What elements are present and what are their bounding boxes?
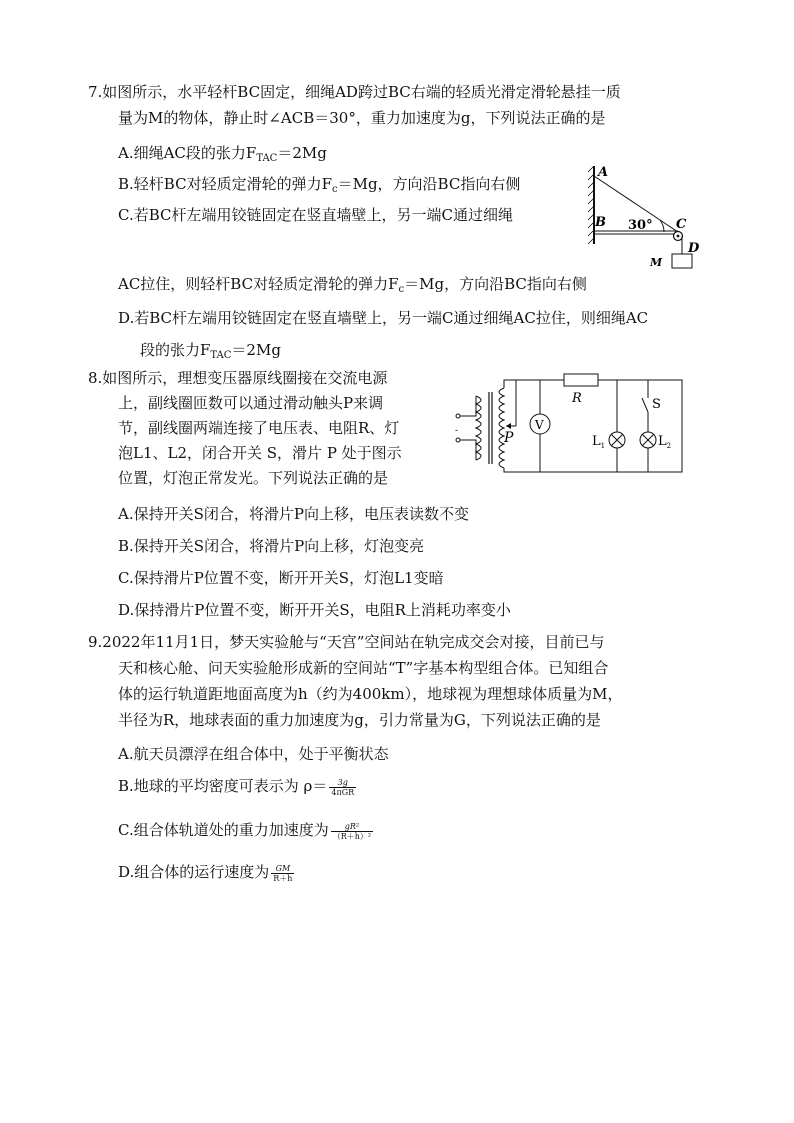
q8-stem-line3: 节，副线圈两端连接了电压表、电阻R、灯 bbox=[118, 419, 400, 437]
q9-stem-line1: 9.2022年11月1日，梦天实验舱与“天宫”空间站在轨完成交会对接，目前已与 bbox=[88, 633, 605, 651]
q8-option-d: D.保持滑片P位置不变，断开开关S，电阻R上消耗功率变小 bbox=[118, 601, 511, 619]
q8-transformer-circuit bbox=[452, 368, 688, 476]
q7-pulley-diagram bbox=[580, 160, 710, 272]
q7-a-sub: TAC bbox=[256, 153, 278, 164]
q9-stem-line4: 半径为R，地球表面的重力加速度为g，引力常量为G，下列说法正确的是 bbox=[118, 711, 601, 729]
q7-d-text: 段的张力F bbox=[140, 341, 211, 359]
q8-label-s: S bbox=[652, 397, 661, 412]
q8-stem-line1: 8.如图所示，理想变压器原线圈接在交流电源 bbox=[88, 369, 388, 387]
q7-stem-line1: 7.如图所示，水平轻杆BC固定，细绳AD跨过BC右端的轻质光滑定滑轮悬挂一质 bbox=[88, 83, 621, 101]
svg-text:-: - bbox=[455, 426, 459, 436]
q9-option-a: A.航天员漂浮在组合体中，处于平衡状态 bbox=[118, 745, 389, 763]
q7-d-text2: ＝2Mg bbox=[231, 341, 281, 359]
q7-b-text2: ＝Mg，方向沿BC指向右侧 bbox=[337, 175, 521, 193]
q8-label-l1: $L_1$ bbox=[592, 434, 606, 450]
q8-label-p: P bbox=[504, 430, 514, 446]
q8-option-a: A.保持开关S闭合，将滑片P向上移，电压表读数不变 bbox=[118, 505, 469, 523]
q7-angle-label: 30° bbox=[628, 218, 653, 233]
q7-c-sub: c bbox=[398, 284, 405, 295]
q7-stem-line2: 量为M的物体，静止时∠ACB＝30°，重力加速度为g，下列说法正确的是 bbox=[118, 109, 606, 127]
q9-d-text: D.组合体的运行速度为 bbox=[118, 863, 270, 881]
q7-label-c: C bbox=[676, 217, 687, 232]
q7-a-text2: ＝2Mg bbox=[277, 144, 327, 162]
q8-stem-line5: 位置，灯泡正常发光。下列说法正确的是 bbox=[118, 469, 389, 487]
q9-option-c bbox=[118, 820, 373, 841]
q7-option-d-line1: D.若BC杆左端用铰链固定在竖直墙壁上，另一端C通过细绳AC拉住，则细绳AC bbox=[118, 309, 649, 327]
q9-option-d bbox=[118, 862, 294, 883]
q7-label-m: M bbox=[650, 256, 663, 269]
q7-label-a: A bbox=[598, 165, 609, 180]
q8-label-r: R bbox=[572, 391, 582, 406]
q7-a-text: A.细绳AC段的张力F bbox=[118, 144, 257, 162]
q7-c-text: AC拉住，则轻杆BC对轻质定滑轮的弹力F bbox=[118, 275, 399, 293]
q7-label-b: B bbox=[595, 215, 606, 230]
q8-stem-line2: 上，副线圈匝数可以通过滑动触头P来调 bbox=[118, 394, 384, 412]
q7-option-d-line2 bbox=[140, 340, 281, 366]
q9-c-text: C.组合体轨道处的重力加速度为 bbox=[118, 821, 329, 839]
q9-stem-line2: 天和核心舱、问天实验舱形成新的空间站“T”字基本构型组合体。已知组合 bbox=[118, 659, 609, 677]
q7-option-c-line1: C.若BC杆左端用铰链固定在竖直墙壁上，另一端C通过细绳 bbox=[118, 206, 513, 224]
q7-b-text: B.轻杆BC对轻质定滑轮的弹力F bbox=[118, 175, 332, 193]
q8-label-l2: $L_2$ bbox=[658, 434, 672, 450]
q9-option-b bbox=[118, 776, 356, 797]
q7-label-d: D bbox=[688, 241, 700, 256]
q8-stem-line4: 泡L1、L2，闭合开关 S，滑片 P 处于图示 bbox=[118, 444, 402, 462]
q8-option-b: B.保持开关S闭合，将滑片P向上移，灯泡变亮 bbox=[118, 537, 425, 555]
q9-b-fraction: $\frac{3g}{\text{4πGR}}$ bbox=[331, 777, 355, 797]
q7-d-sub: TAC bbox=[210, 350, 232, 361]
q9-stem-line3: 体的运行轨道距地面高度为h（约为400km），地球视为理想球体质量为M， bbox=[118, 685, 623, 703]
q7-option-a bbox=[118, 143, 327, 169]
q7-b-sub: c bbox=[331, 184, 338, 195]
q9-b-text: B.地球的平均密度可表示为 ρ＝ bbox=[118, 777, 328, 795]
q7-option-c-line2 bbox=[118, 274, 587, 300]
q7-option-b bbox=[118, 174, 520, 200]
q7-c-text2: ＝Mg，方向沿BC指向右侧 bbox=[404, 275, 587, 293]
q8-voltmeter-label: V bbox=[535, 418, 544, 432]
q8-option-c: C.保持滑片P位置不变，断开开关S，灯泡L1变暗 bbox=[118, 569, 444, 587]
q9-d-fraction: $\frac{GM}{R+h}$ bbox=[273, 863, 293, 883]
q9-c-fraction: $\frac{\text{gR²}}{\text{（R＋h）²}}$ bbox=[332, 821, 372, 841]
